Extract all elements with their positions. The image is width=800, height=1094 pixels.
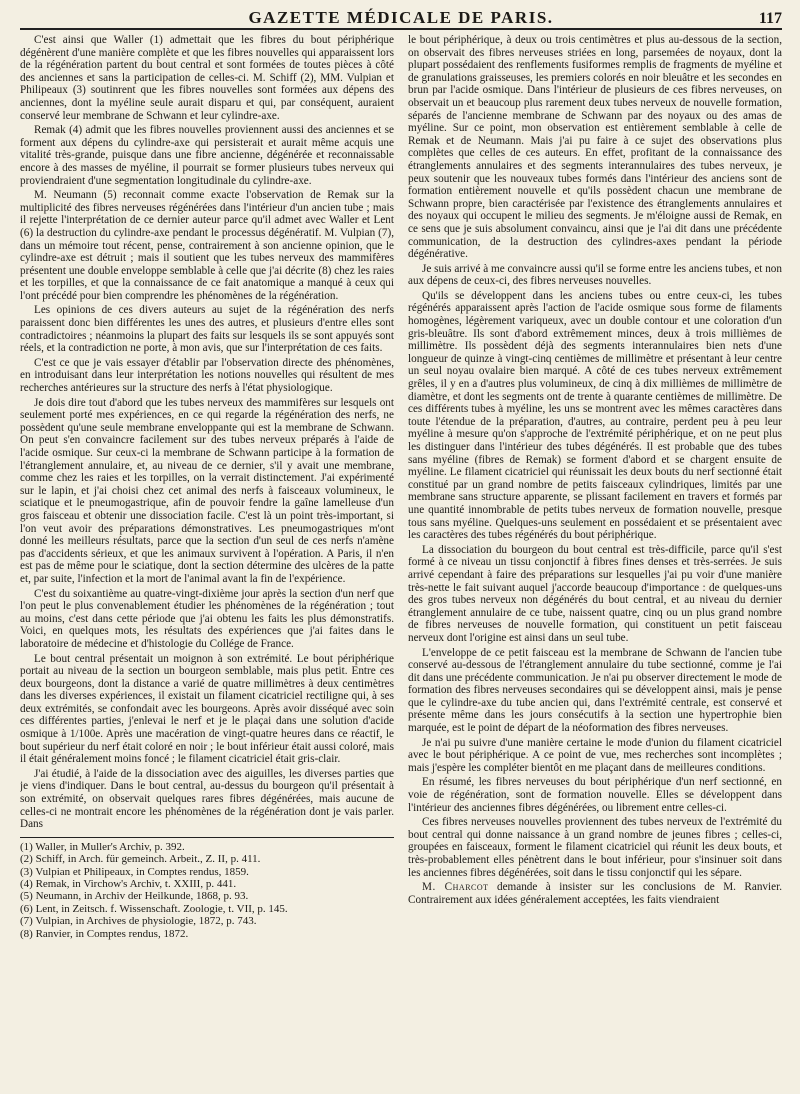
footnote: (6) Lent, in Zeitsch. f. Wissenschaft. Zoologie, t. VII, p. 145. — [20, 902, 288, 915]
paragraph: Je dois dire tout d'abord que les tubes nerveux des mammifères sur lesquels ont seulement porté mes expériences, en ce qui regarde la régénération des nerfs, ne possèdent qu'une seule membrane enveloppante qui est la membrane de Schwann. On peut s'en convaincre facilement sur des tubes nerveux préparés à l'aide de l'acide osmique. Sur ceux-ci la membrane de Schwann participe à la formation de l'étranglement annulaire, et, au niveau de ce dernier, s'il y avait une membrane, comme chez les raies et les torpilles, on la verrait distinctement. J'ai expérimenté sur le lapin, et j'ai choisi chez cet animal des nerfs à faisceaux volumineux, le sciatique et le pneumogastrique, afin de pouvoir fendre la gaîne lamelleuse d'un gros faisceau et obtenir une dissociation facile. C'est là un point très-important, si l'on veut avoir des préparations démonstratives. Les pneumogastriques m'ont donné les meilleurs résultats, parce que la section d'un seul de ces nerfs n'amène pas d'accidents sérieux, et que les animaux survivent à l'opération. A Paris, il n'en est pas de même pour le sciatique, dont la section détermine des ulcères de la patte et, par suite, l'infection et la mort de l'animal avant la fin de l'expérience. — [20, 396, 394, 585]
paragraph: C'est du soixantième au quatre-vingt-dixième jour après la section d'un nerf que l'on peut le plus convenablement étudier les phénomènes de la régénération ; tout au moins, c'est dans cette période que j'ai obtenu les faits les plus démonstratifs. Voici, en quelques mots, les résultats des expériences que j'ai faites dans le laboratoire de médecine et d'histologie du Collége de France. — [20, 587, 394, 650]
footnote: (7) Vulpian, in Archives de physiologie, 1872, p. 743. — [20, 915, 257, 928]
paragraph: J'ai étudié, à l'aide de la dissociation avec des aiguilles, les diverses parties que je viens d'indiquer. Dans le bout central, au-dessus du bourgeon qu'il présentait à son extrémité, on observait quelques rares fibres dégénérées, mais aucune de celles-ci ne montrait encore les phénomènes de la régénération dont je vais parler. Dans — [20, 767, 394, 831]
paragraph: M. Neumann (5) reconnait comme exacte l'observation de Remak sur la multiplicité des fibres nerveuses régénérées dans l'intérieur d'un ancien tube ; mais il rejette l'interprétation de ce dernier auteur parce qu'il admet avec Waller et Lent (6) la destruction du cylindre-axe pendant le processus dégénératif. M. Vulpian (7), dans un mémoire tout récent, pense, contrairement à son ancienne opinion, que le cylindre-axe est détruit ; mais il soutient que les tubes nerveux des mammifères présentent une double enveloppe semblable à celle que j'ai décrite (8) chez les raies et les torpilles, et que la connaissance de ce fait anatomique a manqué à ceux qui l'ont précédé pour bien comprendre les phénomènes de la régénération. — [20, 189, 394, 302]
right-column — [408, 34, 782, 1092]
paragraph: C'est ce que je vais essayer d'établir par l'observation directe des phénomènes, en introduisant dans leur interprétation les notions nouvelles qui résultent de mes recherches antérieures sur la structure des nerfs à l'état physiologique. — [20, 356, 394, 395]
paragraph: L'enveloppe de ce petit faisceau est la membrane de Schwann de l'ancien tube conservé au-dessous de l'étranglement annulaire du tube sectionné, comme je l'ai dit dans une précédente communication. Je n'ai pu observer directement le mode de formation des fibres nerveuses secondaires qui se développent ainsi, mais je pense que le cylindre-axe du tube ancien qui, dans l'extrémité centrale, est conservé et présente même dans les jours consécutifs à la section une hypertrophie bien marquée, est le point de départ de la néoformation des fibres nerveuses. — [408, 646, 782, 735]
footnote: (3) Vulpian et Philipeaux, in Comptes rendus, 1859. — [20, 865, 249, 878]
footnote: (5) Neumann, in Archiv der Heilkunde, 1868, p. 93. — [20, 890, 249, 903]
speaker-name: M. Charcot — [422, 881, 489, 894]
paragraph: La dissociation du bourgeon du bout central est très-difficile, parce qu'il s'est formé à ce niveau un tissu conjonctif à fibres fines denses et très-serrées. Je suis arrivé cependant à faire des préparations sur lesquelles j'ai pu voir d'une manière très-nette le fait suivant auquel j'accorde beaucoup d'importance : de quelques-uns des gros tubes nerveux non dégénérés du bout central, et au niveau du dernier étranglement annulaire de ce tube, naissent quatre, cinq ou un plus grand nombre de fibres nerveuses de nouvelle formation, qui constituent un petit faisceau nerveux dont l'origine est ainsi dans un seul tube. — [408, 543, 782, 644]
paragraph: Ces fibres nerveuses nouvelles proviennent des tubes nerveux de l'extrémité du bout central qui donne naissance à un grand nombre de jeunes fibres ; celles-ci, groupées en faisceaux, forment le filament cicatriciel qui réunit les deux bouts, et très-probablement elles pénètrent dans le bout inférieur, pour s'insinuer soit dans les anciennes fibres dégénérées, soit dans le tissu conjonctif qui les sépare. — [408, 816, 782, 879]
paragraph: Je n'ai pu suivre d'une manière certaine le mode d'union du filament cicatriciel avec le bout périphérique. A ce point de vue, mes recherches sont incomplètes ; mais j'espère les compléter bientôt en me plaçant dans de meilleures conditions. — [408, 736, 782, 774]
footnotes-list — [20, 841, 394, 940]
paragraph: Le bout central présentait un moignon à son extrémité. Le bout périphérique portait au niveau de la section un bourgeon semblable, mais plus petit. Entre ces deux bourgeons, dont la distance a varié de quatre millimètres à deux centimètres dans les diverses expériences, il existait un filament cicatriciel rectiligne qui, à ses deux extrémités, se confondait avec les bourgeons. Après avoir disséqué avec soin ces différentes parties, j'enlevai le nerf et je le plaçai dans une solution d'acide osmique à 1/100e. Après une macération de vingt-quatre heures dans ce réactif, le bout supérieur du nerf était coloré en noir ; le bout inférieur était aussi coloré, mais il était généralement moins foncé ; le filament cicatriciel était gris-clair. — [20, 652, 394, 766]
paragraph: Remak (4) admit que les fibres nouvelles proviennent aussi des anciennes et se forment aux dépens du cylindre-axe qui persisterait et aurait même acquis une vitalité très-grande, puisque dans une fibre ancienne, dégénérée et reconnaissable encore à des masses de myéline, il pourrait se former plusieurs tubes nerveux qui proviendraient d'une segmentation longitudinale du cylindre-axe. — [20, 124, 394, 187]
continued-paragraph: le bout périphérique, à deux ou trois centimètres et plus au-dessous de la section, on observait des fibres nerveuses striées en long, parsemées de noyaux, dont la plupart possédaient des renflements fusiformes remplis de fragments de myéline et de granulations graisseuses, les premiers colorés en noir bleuâtre et les secondes en brun par l'acide osmique. Dans l'intérieur de plusieurs de ces fibres nerveuses, on observait un et beaucoup plus rarement deux tubes nerveux de nouvelle formation, séparés de l'ancienne membrane de Schwann par des noyaux ou des amas de myéline. Sur ce point, mon observation est entièrement semblable à celle de Remak et de Neumann. Mais j'ai pu faire à ce sujet des observations plus complètes que celles de ces auteurs. En effet, profitant de la connaissance des étranglements annulaires et des segments interannulaires des tubes nerveux, je peux soutenir que les nouveaux tubes formés dans l'intérieur des anciens sont de formation entièrement nouvelle et qu'ils possèdent chacun une membrane de Schwann propre, bien caractérisée par l'existence des étranglements annulaires et des noyaux qui occupent le milieu des segments. Je m'éloigne aussi de Remak, en ce sens que je suis absolument convaincu, ainsi que je l'ai dit dans une précédente communication, de la destruction des cylindres-axes pendant la période dégénérative. — [408, 34, 782, 261]
paragraph: Les opinions de ces divers auteurs au sujet de la régénération des nerfs paraissent donc bien différentes les unes des autres, et plusieurs d'entre elles sont contradictoires ; néanmoins la plupart des faits sur lesquels ils se sont appuyés sont réels, et la contradiction ne porte, à mon avis, que sur l'interprétation de ces faits. — [20, 304, 394, 355]
left-column — [20, 34, 394, 1092]
journal-title: GAZETTE MÉDICALE DE PARIS. — [248, 8, 554, 27]
paragraph: Je suis arrivé à me convaincre aussi qu'il se forme entre les anciens tubes, et non aux dépens de ceux-ci, des fibres nerveuses nouvelles. — [408, 262, 782, 288]
page-header — [20, 6, 782, 30]
footnote-separator — [20, 837, 394, 838]
paragraph: En résumé, les fibres nerveuses du bout périphérique d'un nerf sectionné, en voie de régénération, sont de formation nouvelle. Elles se développent dans l'intérieur des anciennes fibres dégénérées, ou librement entre celles-ci. — [408, 776, 782, 814]
footnote: (8) Ranvier, in Comptes rendus, 1872. — [20, 927, 189, 940]
page-number: 117 — [758, 10, 782, 27]
text-columns — [20, 34, 782, 1092]
paragraph: C'est ainsi que Waller (1) admettait que les fibres du bout périphérique dégénèrent d'une manière complète et que les fibres nouvelles qui apparaissent lors de la régénération partent du bout central et sont formées de toutes pièces à côté des anciennes et sans la participation de celles-ci. M. Schiff (2), MM. Vulpian et Philipeaux (3) soutinrent que les fibres nouvelles sont formées aux dépens des anciennes, dont la myéline seule aurait disparu et qui, par conséquent, auraient conservé leur membrane de Schwann et leur cylindre-axe. — [20, 34, 394, 122]
paragraph: Qu'ils se développent dans les anciens tubes ou entre ceux-ci, les tubes régénérés apparaissent après l'action de l'acide osmique sous forme de filaments homogènes, légèrement variqueux, avec un double contour et une coloration d'un gris-bleuâtre. Ils sont d'abord extrêmement minces, deux à trois millièmes de millimètre. Ils possèdent déjà des segments interannulaires bien nets d'une longueur de quinze à vingt-cinq centièmes de millimètre et présentant à leur centre un seul noyau ovalaire bien marqué. A côté de ces tubes nerveux extrêmement grêles, il y en a d'autres plus volumineux, de cinq à dix millièmes de millimètre de diamètre, et dont les segments ont de trente à quarante centièmes de millimètre. De ces différents tubes à myéline, les uns se montrent avec les mêmes caractères dans toute l'étendue de la préparation, d'autres, au contraire, perdent peu à peu leur myéline à mesure qu'on s'approche de l'extrémité périphérique, et on ne peut plus les distinguer dans l'intérieur des tubes dégénérés. Il est probable que des tubes sans myéline (fibres de Remak) se forment d'abord et se chargent ensuite de myéline. Le filament cicatriciel qui réunissait les deux bouts du nerf sectionné était constitué par un grand nombre de petits faisceaux cylindriques, limités par une membrane sans structure apparente, se plissant facilement en travers et formés par une quantité innombrable de petits tubes nerveux de formation nouvelle, presque tous sans myéline. Quelques-uns seulement en possédaient et se présentaient avec les caractères des tubes régénérés du bout périphérique. — [408, 289, 782, 542]
footnote: (4) Remak, in Virchow's Archiv, t. XXIII, p. 441. — [20, 878, 237, 891]
speaker-remark: demande à insister sur les conclusions de M. Ranvier. Contrairement aux idées généralement acceptées, les faits viendraient — [408, 881, 782, 906]
charcot-paragraph — [408, 881, 782, 906]
footnote: (1) Waller, in Muller's Archiv, p. 392. — [20, 840, 185, 853]
footnote: (2) Schiff, in Arch. für gemeinch. Arbeit., Z. II, p. 411. — [20, 853, 261, 866]
